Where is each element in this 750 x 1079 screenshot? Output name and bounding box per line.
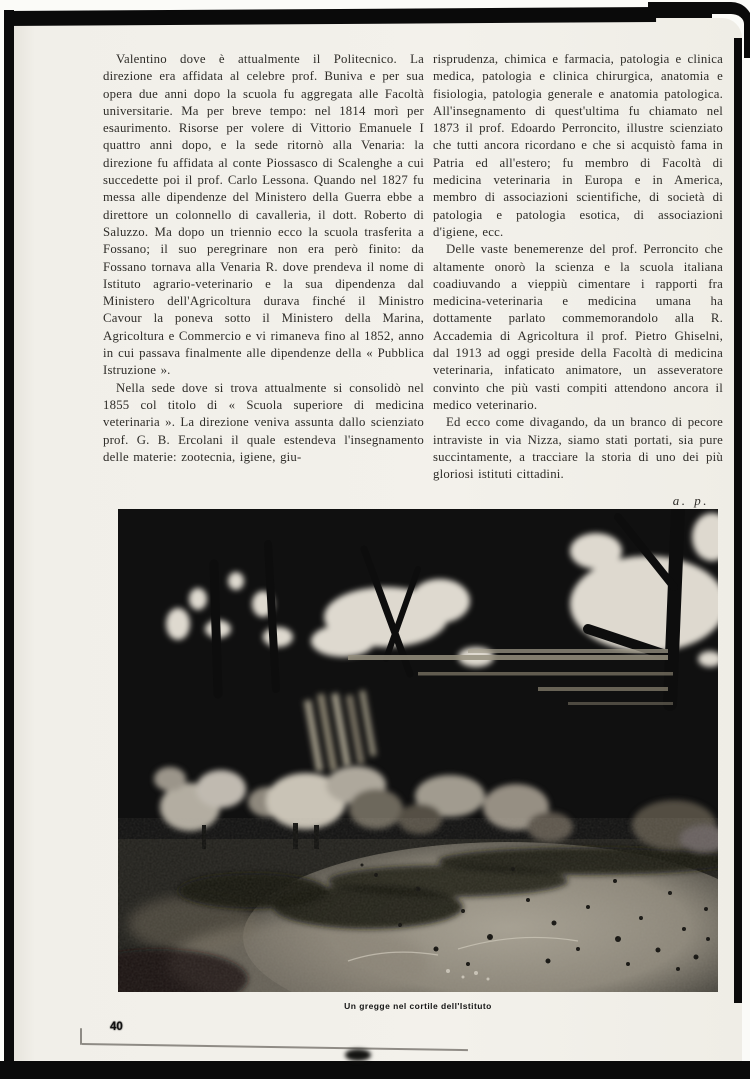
- text-column-right-paragraphs: [433, 51, 723, 483]
- paragraph: Valentino dove è attualmente il Politecnico. La direzione era affidata al celebre prof. Buniva e per sua opera due anni dopo la scuola fu aggregata alle Facoltà universitarie. Ma per breve tempo: nel 1814 morì per esaurimento. Risorse per volere di Vittorio Emanuele I quattro anni dopo, e la sede ritornò alla Venaria: la direzione fu affidata al conte Piossasco di Scalenghe a cui succedette poi il prof. Carlo Lessona. Quando nel 1827 fu messa alle dipendenze del Ministero della Guerra ebbe a direttore un colonnello di cavalleria, il dott. Roberto di Saluzzo. Ma dopo un triennio ecco la scuola trasferita a Fossano; il suo peregrinare non era però finito: da Fossano tornava alla Venaria R. dove prendeva il nome di Istituto agrario-veterinario e la sua dipendenza dal Ministero dell'Agricoltura durava finché il Ministro Cavour la poneva sotto il Ministero della Marina, Agricoltura e Commercio e vi rimaneva fino al 1852, anno in cui passava finalmente alle dipendenze della « Pubblica Istruzione ».: [103, 52, 424, 378]
- paragraph: Delle vaste benemerenze del prof. Perroncito che altamente onorò la scienza e la scuola italiana coadiuvando a vieppiù cimentare i rapporti fra medicina-veterinaria e medicina umana ha dottamente parlato commemorandolo alla R. Accademia di Agricoltura il prof. Pietro Ghiselni, dal 1913 ad oggi preside della Facoltà di medicina veterinaria, infaticato animatore, un asseveratore convinto che più vasti compiti attendono ancora il medico veterinario.: [433, 242, 723, 412]
- text-column-left: [103, 51, 424, 466]
- text-column-right: [433, 51, 723, 510]
- photo-caption: Un gregge nel cortile dell'Istituto: [344, 1001, 492, 1011]
- courtyard-flock-photo: [118, 509, 718, 992]
- paragraph: Ed ecco come divagando, da un branco di pecore intraviste in via Nizza, siamo stati portati, sia pure succintamente, a tracciare la storia di uno dei più gloriosi istituti cittadini.: [433, 415, 723, 482]
- page-edge-bottom: [0, 1061, 750, 1079]
- page-edge-left: [4, 10, 14, 1079]
- paragraph: Nella sede dove si trova attualmente si consolidò nel 1855 col titolo di « Scuola superiore di medicina veterinaria ». La direzione veniva assunta dallo scienziato prof. G. B. Ercolani il quale estendeva l'insegnamento delle materie: zootecnia, igiene, giu-: [103, 380, 424, 464]
- photo-grain: [118, 834, 718, 992]
- undersheet-corner: [80, 1028, 82, 1045]
- ink-blob: [345, 1049, 371, 1061]
- photo-illustration: [118, 509, 718, 992]
- page-number: 40: [110, 1021, 123, 1033]
- page-edge-right: [734, 38, 742, 1003]
- paragraph: risprudenza, chimica e farmacia, patologia e clinica medica, patologia e clinica chirurgica, anatomia e fisiologia, patologia generale e anatomia patologica. All'insegnamento di quest'ultima fu chiamato nel 1873 il prof. Edoardo Perroncito, illustre scienziato che tutti ancora ricordano e che si acquistò fama in Patria ed all'estero; fu membro di Facoltà di medicina veterinaria in Europa e in America, membro di associazioni scientifiche, di società di patologia e patologia esotica, di associazioni d'igiene, ecc.: [433, 52, 723, 239]
- author-initials: a. p.: [672, 493, 709, 509]
